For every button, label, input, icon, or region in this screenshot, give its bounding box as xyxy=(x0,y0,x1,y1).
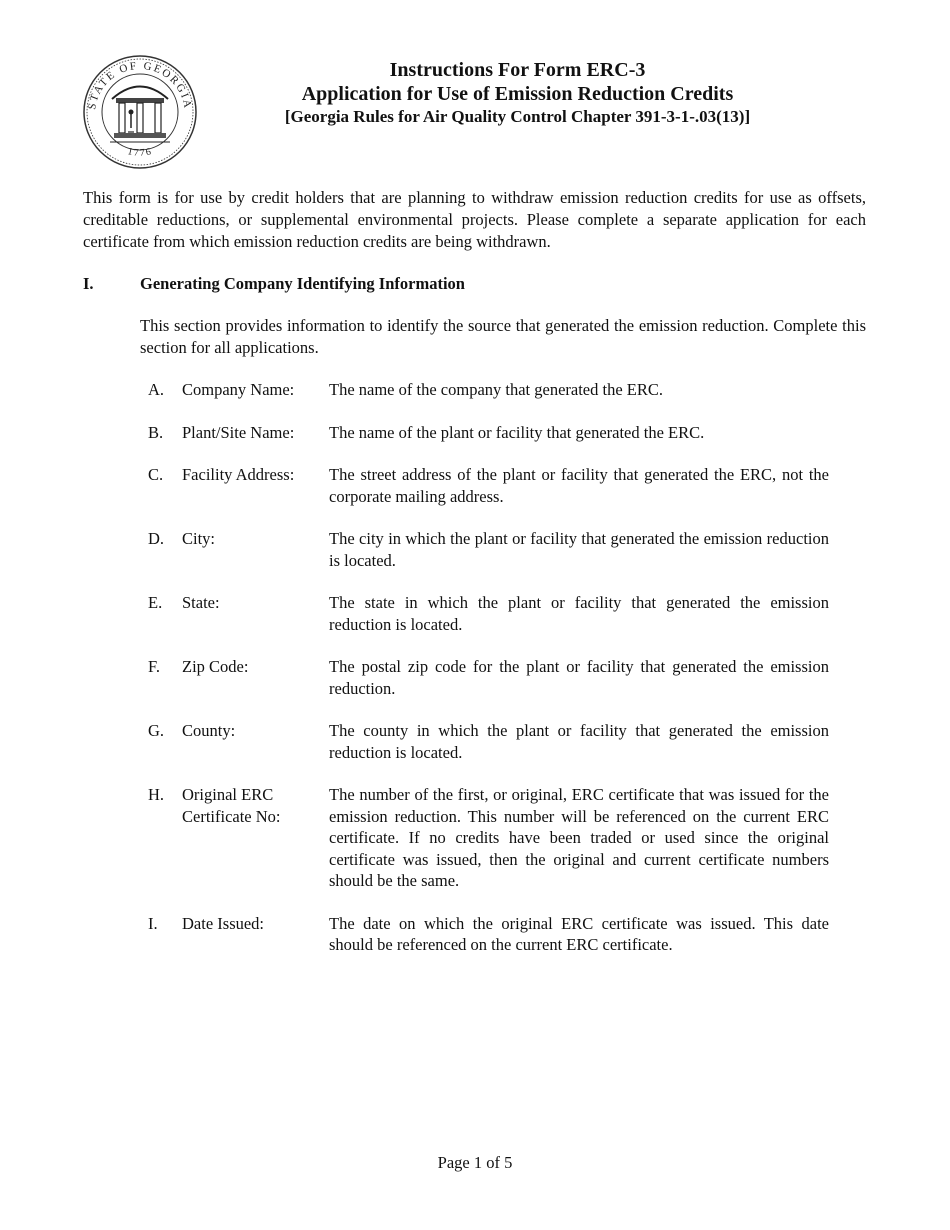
section-title: Generating Company Identifying Information xyxy=(140,274,465,293)
list-item xyxy=(148,422,838,444)
item-label: Zip Code: xyxy=(182,657,249,676)
list-item xyxy=(148,656,838,699)
item-description: The postal zip code for the plant or facility that generated the emission reduction. xyxy=(329,657,829,698)
section-number: I. xyxy=(83,274,94,293)
page-number: Page 1 of 5 xyxy=(437,1153,513,1172)
item-description: The county in which the plant or facility that generated the emission reduction is located. xyxy=(329,721,829,762)
item-label: County: xyxy=(182,721,236,740)
item-letter: B. xyxy=(148,422,164,442)
item-label: City: xyxy=(182,529,216,548)
item-label: Plant/Site Name: xyxy=(182,422,295,442)
seal-state-text: STATE OF GEORGIA xyxy=(86,59,194,111)
item-description: The date on which the original ERC certificate was issued. This date should be referenced on the current ERC certificate. xyxy=(329,913,829,954)
list-item xyxy=(148,528,838,571)
item-label: State: xyxy=(182,593,220,612)
intro-paragraph: This form is for use by credit holders that are planning to withdraw emission reduction credits for use as offsets, creditable reductions, or supplemental environmental projects. Please complete a separate application for each certificate from which emission reduction credits are being withdrawn. xyxy=(83,188,866,251)
field-instructions-list xyxy=(148,379,838,977)
item-description: The state in which the plant or facility that generated the emission reduction is located. xyxy=(329,593,829,634)
item-letter: H. xyxy=(148,785,165,804)
section-intro-paragraph: This section provides information to identify the source that generated the emission reduction. Complete this section for all applications. xyxy=(140,316,866,357)
item-letter: E. xyxy=(148,593,163,612)
item-description: The name of the plant or facility that generated the ERC. xyxy=(329,422,705,442)
document-header xyxy=(230,58,805,128)
item-description: The name of the company that generated the ERC. xyxy=(329,380,664,399)
item-letter: C. xyxy=(148,465,164,484)
item-description: The number of the first, or original, ERC certificate that was issued for the emission reduction. This number will be referenced on the current ERC certificate. If no credits have been traded or used since the original certificate was issued, then the original and current certificate numbers should be the same. xyxy=(329,785,829,890)
svg-text:1776 xyxy=(126,146,153,159)
item-letter: F. xyxy=(148,657,160,676)
section-heading xyxy=(83,273,465,295)
seal-year-text: 1776 xyxy=(126,146,154,159)
list-item xyxy=(148,592,838,635)
document-rule-reference: [Georgia Rules for Air Quality Control Chapter 391-3-1-.03(13)] xyxy=(284,107,751,126)
item-letter: A. xyxy=(148,380,165,399)
item-description: The city in which the plant or facility that generated the emission reduction is located. xyxy=(329,529,829,570)
item-description: The street address of the plant or facility that generated the ERC, not the corporate mailing address. xyxy=(329,465,829,506)
item-letter: D. xyxy=(148,529,165,548)
list-item xyxy=(148,379,838,401)
item-label: Original ERC Certificate No: xyxy=(182,785,281,826)
list-item xyxy=(148,464,838,507)
item-label: Company Name: xyxy=(182,380,295,399)
document-subtitle: Application for Use of Emission Reduction Credits xyxy=(301,83,734,105)
document-title: Instructions For Form ERC-3 xyxy=(389,59,646,81)
list-item xyxy=(148,913,838,956)
item-letter: G. xyxy=(148,721,165,740)
list-item xyxy=(148,784,838,892)
item-label: Date Issued: xyxy=(182,913,265,933)
item-letter: I. xyxy=(148,913,158,933)
list-item xyxy=(148,720,838,763)
georgia-state-seal xyxy=(82,54,198,170)
item-label: Facility Address: xyxy=(182,465,295,484)
